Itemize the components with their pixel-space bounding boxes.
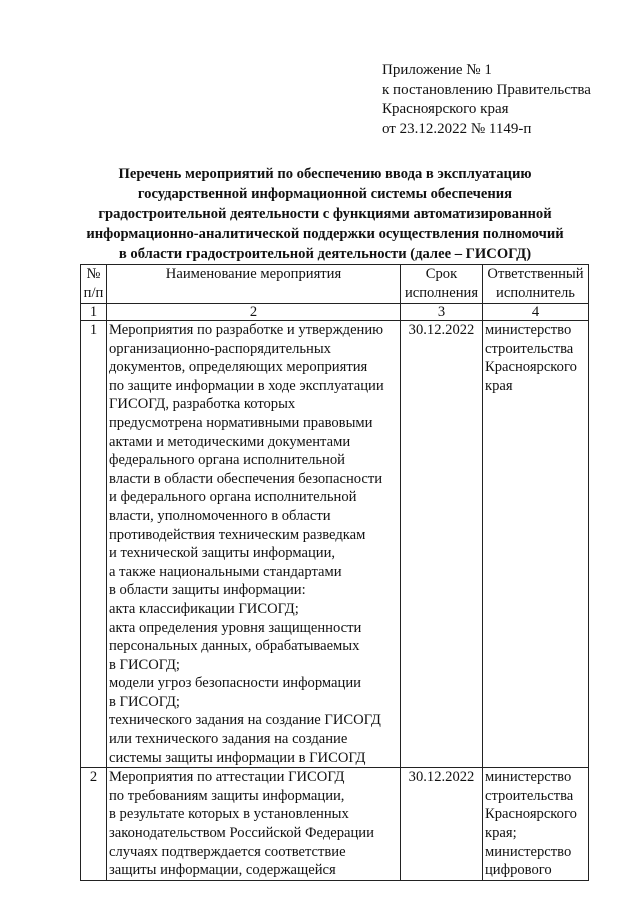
document-title [60, 164, 590, 264]
measure-name [107, 321, 401, 768]
header-deadline: Срок исполнения [401, 265, 483, 304]
responsible-text-line: министерство [485, 843, 572, 860]
measure-text-line: или технического задания на создание [109, 731, 348, 748]
measure-text-line: в области защиты информации: [109, 582, 306, 599]
responsible-text-line: строительства [485, 787, 574, 804]
deadline: 30.12.2022 [401, 768, 483, 881]
measure-name [107, 768, 401, 881]
responsible-text-line: края [485, 377, 513, 394]
title-line: Перечень мероприятий по обеспечению ввода в эксплуатацию [118, 166, 532, 182]
measure-text-line: власти, уполномоченного в области [109, 507, 331, 524]
measure-text-line: персональных данных, обрабатываемых [109, 638, 360, 655]
measure-text-line: федерального органа исполнительной [109, 452, 345, 469]
row-number: 2 [81, 768, 107, 881]
measure-text-line: ГИСОГД, разработка которых [109, 396, 296, 413]
measure-text-line: Мероприятия по аттестации ГИСОГД [109, 769, 345, 786]
measure-text-line: в ГИСОГД; [109, 693, 180, 710]
title-line: информационно-аналитической поддержки осуществления полномочий [86, 226, 564, 242]
deadline: 30.12.2022 [401, 321, 483, 768]
title-line: государственной информационной системы обеспечения [137, 186, 513, 202]
table-header-row [81, 265, 589, 304]
responsible [483, 321, 589, 768]
measure-text-line: а также национальными стандартами [109, 563, 342, 580]
measure-text-line: документов, определяющих мероприятия [109, 359, 368, 376]
measure-text-line: модели угроз безопасности информации [109, 675, 361, 692]
measure-text-line: акта классификации ГИСОГД; [109, 600, 299, 617]
appendix-line: Красноярского края [382, 101, 509, 117]
measure-text-line: и технической защиты информации, [109, 545, 336, 562]
appendix-block [382, 61, 632, 139]
measure-text-line: по требованиям защиты информации, [109, 787, 345, 804]
measure-text-line: в ГИСОГД; [109, 656, 180, 673]
measure-text-line: случаях подтверждается соответствие [109, 843, 346, 860]
measure-text-line: Мероприятия по разработке и утверждению [109, 322, 384, 338]
appendix-line: от 23.12.2022 № 1149-п [382, 120, 532, 137]
measure-text-line: технического задания на создание ГИСОГД [109, 712, 381, 729]
responsible-text-line: цифрового [485, 862, 552, 879]
measure-text-line: организационно-распорядительных [109, 340, 331, 357]
responsible-text-line: Красноярского [485, 806, 577, 823]
column-number: 2 [107, 304, 401, 321]
measure-text-line: противодействия техническим разведкам [109, 526, 366, 543]
measure-text-line: акта определения уровня защищенности [109, 619, 362, 636]
title-line: градостроительной деятельности с функциями автоматизированной [98, 206, 552, 222]
responsible-text-line: министерство [485, 322, 572, 338]
measure-text-line: системы защиты информации в ГИСОГД [109, 749, 366, 766]
responsible [483, 768, 589, 881]
responsible-text-line: министерство [485, 769, 572, 786]
measure-text-line: актами и методическими документами [109, 433, 351, 450]
column-number: 1 [81, 304, 107, 321]
header-name: Наименование мероприятия [107, 265, 401, 304]
header-number: № п/п [81, 265, 107, 304]
appendix-line: Приложение № 1 [382, 62, 492, 78]
title-line: в области градостроительной деятельности (далее – ГИСОГД) [118, 246, 532, 262]
column-number: 3 [401, 304, 483, 321]
measures-table [80, 264, 589, 881]
responsible-text-line: Красноярского [485, 359, 577, 376]
measure-text-line: законодательством Российской Федерации [109, 825, 374, 842]
measure-text-line: в результате которых в установленных [109, 806, 349, 823]
row-number: 1 [81, 321, 107, 768]
measure-text-line: и федерального органа исполнительной [109, 489, 357, 506]
column-number-row [81, 304, 589, 321]
column-number: 4 [483, 304, 589, 321]
responsible-text-line: строительства [485, 340, 574, 357]
table-row [81, 321, 589, 768]
header-responsible: Ответственный исполнитель [483, 265, 589, 304]
measure-text-line: по защите информации в ходе эксплуатации [109, 377, 384, 394]
measure-text-line: защиты информации, содержащейся [109, 862, 336, 879]
table-row [81, 768, 589, 881]
measure-text-line: власти в области обеспечения безопасности [109, 470, 383, 487]
appendix-line: к постановлению Правительства [382, 81, 591, 98]
measure-text-line: предусмотрена нормативными правовыми [109, 414, 373, 431]
responsible-text-line: края; [485, 825, 517, 842]
